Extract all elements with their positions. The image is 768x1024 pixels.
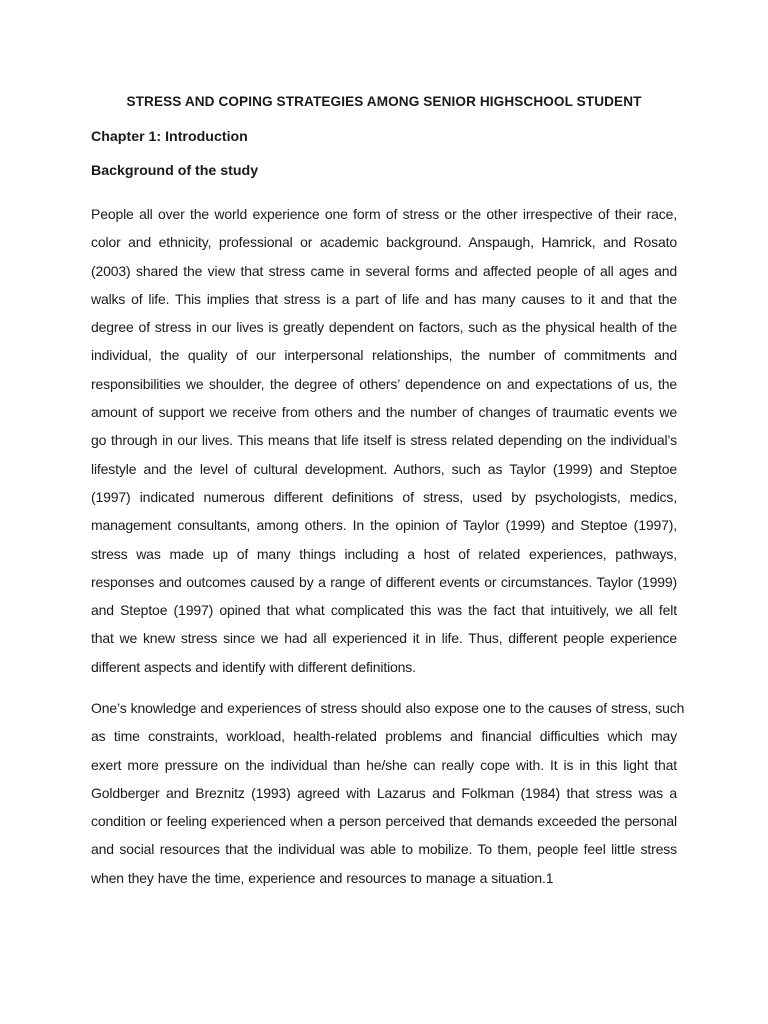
paragraph-line: and social resources that the individual was able to mobilize. To them, people feel little stress — [91, 841, 677, 858]
paragraph-line: degree of stress in our lives is greatly dependent on factors, such as the physical health of the — [91, 319, 677, 336]
paragraph-line: as time constraints, workload, health-related problems and financial difficulties which may — [91, 728, 677, 745]
chapter-heading: Chapter 1: Introduction — [91, 129, 248, 145]
paragraph-line: (1997) indicated numerous different definitions of stress, used by psychologists, medics, — [91, 488, 677, 505]
paragraph-line: stress was made up of many things including a host of related experiences, pathways, — [91, 545, 677, 562]
body-paragraph-1 — [91, 200, 677, 681]
paragraph-line: management consultants, among others. In the opinion of Taylor (1999) and Steptoe (1997), — [91, 517, 677, 534]
paragraph-line: responses and outcomes caused by a range of different events or circumstances. Taylor (1999) — [91, 573, 677, 590]
body-paragraph-2 — [91, 694, 685, 892]
paragraph-line: individual, the quality of our interpersonal relationships, the number of commitments and — [91, 347, 677, 364]
paragraph-line: (2003) shared the view that stress came in several forms and affected people of all ages and — [91, 262, 677, 279]
paragraph-line: Goldberger and Breznitz (1993) agreed with Lazarus and Folkman (1984) that stress was a — [91, 784, 677, 801]
section-heading: Background of the study — [91, 163, 259, 179]
paragraph-line: that we knew stress since we had all experienced it in life. Thus, different people experience — [91, 630, 677, 647]
paragraph-line: go through in our lives. This means that life itself is stress related depending on the individual’s — [91, 432, 677, 449]
paragraph-line: walks of life. This implies that stress is a part of life and has many causes to it and that the — [91, 290, 677, 307]
paragraph-line: exert more pressure on the individual than he/she can really cope with. It is in this light that — [91, 756, 677, 773]
paragraph-line: and Steptoe (1997) opined that what complicated this was the fact that intuitively, we all felt — [91, 602, 677, 619]
paragraph-line: People all over the world experience one form of stress or the other irrespective of their race, — [91, 206, 677, 222]
paragraph-line: condition or feeling experienced when a person perceived that demands exceeded the personal — [91, 813, 677, 830]
paragraph-line: when they have the time, experience and resources to manage a situation.1 — [91, 869, 554, 886]
paragraph-line: amount of support we receive from others and the number of changes of traumatic events we — [91, 404, 677, 421]
paragraph-line: responsibilities we shoulder, the degree of others’ dependence on and expectations of us, the — [91, 375, 677, 392]
paragraph-line: lifestyle and the level of cultural development. Authors, such as Taylor (1999) and Steptoe — [91, 460, 677, 477]
paragraph-line: One’s knowledge and experiences of stress should also expose one to the causes of stress, such — [91, 700, 685, 716]
paragraph-line: color and ethnicity, professional or academic background. Anspaugh, Hamrick, and Rosato — [91, 234, 677, 251]
document-title: STRESS AND COPING STRATEGIES AMONG SENIOR HIGHSCHOOL STUDENT — [126, 94, 642, 109]
paragraph-line: different aspects and identify with different definitions. — [91, 658, 416, 675]
